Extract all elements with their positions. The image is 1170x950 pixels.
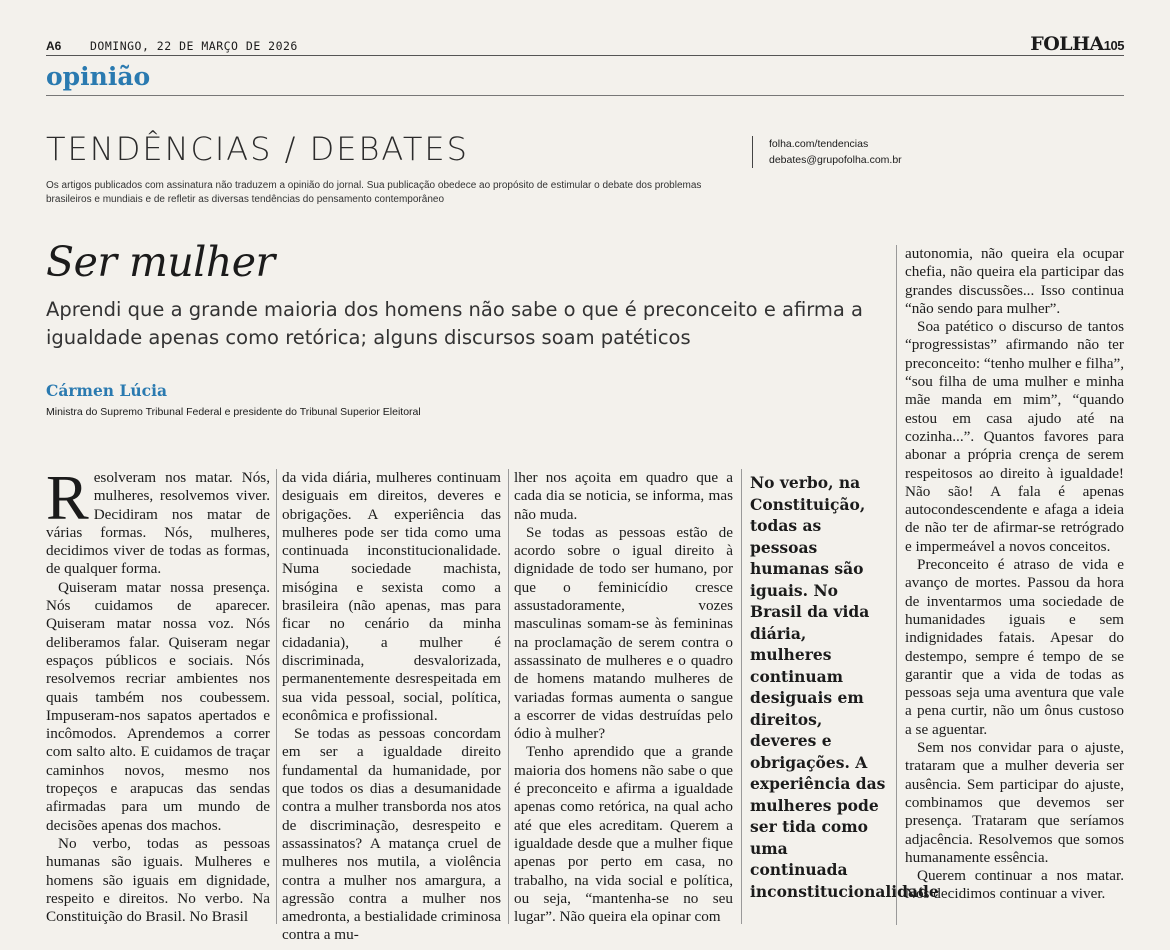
paragraph: Tenho aprendido que a grande maioria dos homens não sabe o que é preconceito e afirma a igualdade apenas como retórica, na qual acho até que eles acreditam. Querem a igualdade desde que a mulher fique apenas por perto em casa, no trabalho, na vida social e política, ou seja, “mantenha-se no seu lugar”. Não queira ela opinar com [514,743,733,926]
page-number: A6 [46,39,62,53]
contact-url: folha.com/tendencias [769,138,869,150]
article-column-5 [905,245,1124,904]
drop-cap: R [46,462,89,533]
paragraph: Se todas as pessoas estão de acordo sobre o igual direito à dignidade de todo ser humano, por que o feminicídio cresce assustadoramente, vozes masculinas somam-se às femininas na proclamação de serem contra o assassinato de mulheres e o quadro de homens matando mulheres de variadas formas aumenta o sangue a escorrer de vidas destruídas pelo ódio à mulher? [514,523,733,743]
issue-date: DOMINGO, 22 DE MARÇO DE 2026 [90,39,298,53]
article-column-1 [46,462,270,926]
author-name: Cármen Lúcia [46,381,168,400]
paragraph: autonomia, não queira ela ocupar chefia, não queira ela participar das grandes discussões... Isso continua “não sendo para mulher”. [905,245,1124,317]
paragraph: Sem nos convidar para o ajuste, trataram que a mulher deveria ser ausência. Sem participar do ajuste, combinamos que devemos ser presença. Trataram que seríamos adjacência. Resolvemos que somos humanamente essência. [905,739,1124,866]
section-rule [46,95,1124,96]
paragraph: Querem continuar a nos matar. Nós decidimos continuar a viver. [905,867,1124,903]
disclaimer: Os artigos publicados com assinatura não traduzem a opinião do jornal. Sua publicação obedece ao propósito de estimular o debate dos problemas brasileiros e mundiais e de refletir as diversas tendências do pensamento contemporâneo [46,180,702,205]
paragraph [46,462,270,579]
section-title: opinião [46,62,151,91]
paragraph: Preconceito é atraso de vida e avanço de mortes. Passou da hora de inventarmos uma sociedade de humanidades iguais e sem indignidades fatais. Apesar do destempo, sempre é tempo de se garantir que a vida de todas as pessoas seja uma aventura que vale a pena curtir, não um ônus custoso a se aguentar. [905,556,1124,738]
author-role: Ministra do Supremo Tribunal Federal e presidente do Tribunal Superior Eleitoral [46,406,421,418]
contact-info [752,136,902,168]
article-column-2 [282,469,501,945]
contact-email: debates@grupofolha.com.br [769,154,902,166]
paragraph-text: esolveram nos matar. Nós, mulheres, resolvemos viver. Decidiram nos matar de várias formas. Nós, mulheres, decidimos viver de todas as formas, de qualquer forma. [46,469,270,578]
article-subtitle: Aprendi que a grande maioria dos homens não sabe o que é preconceito e afirma a igualdade apenas como retórica; alguns discursos soam patéticos [46,298,864,349]
article-title: Ser mulher [46,238,275,286]
paragraph: Se todas as pessoas concordam em ser a igualdade direito fundamental da humanidade, por que todos os dias a desumanidade contra a mulher transborda nos atos de discriminação, desrespeito e assassinatos? A matança cruel de mulheres nos mutila, a violência contra a mulher nos amargura, a agressão contra a mulher nos amedronta, a bestialidade criminosa contra a mu- [282,725,501,944]
column-divider [508,469,509,924]
column-divider [276,469,277,924]
logo-suffix: 105 [1103,38,1124,53]
column-divider [896,245,897,925]
paragraph: da vida diária, mulheres continuam desiguais em direitos, deveres e obrigações. A experiência das mulheres pode ser tida como uma continuada inconstitucionalidade. Numa sociedade machista, misógina e sexista como a brasileira (não apenas, mas para ficar no cenário da minha cidadania), a mulher é discriminada, desvalorizada, permanentemente desrespeitada em sua vida pessoal, social, política, econômica e profissional. [282,469,501,724]
paragraph: Quiseram matar nossa presença. Nós cuidamos de aparecer. Quiseram matar nossa voz. Nós deliberamos falar. Quiseram negar espaços públicos e sociais. Nós resolvemos recriar ambientes nos quais também nos coubessem. Impuseram-nos sapatos apertados e incômodos. Aprendemos a correr com salto alto. E cuidamos de traçar caminhos novos, mesmo nos tropeços e arapucas das sendas afirmadas para um mundo de decisões apenas dos machos. [46,578,270,834]
kicker: TENDÊNCIAS / DEBATES [46,130,469,168]
paragraph: No verbo, todas as pessoas humanas são iguais. Mulheres e homens são iguais em dignidade, respeito e direitos. No verbo. Na Constituição do Brasil. No Brasil [46,834,270,926]
article-column-3 [514,469,733,926]
pull-quote: No verbo, na Constituição, todas as pessoas humanas são iguais. No Brasil da vida diária, mulheres continuam desiguais em direitos, deveres e obrigações. A experiência das mulheres pode ser tida como uma continuada inconstitucionalidade [750,473,939,901]
paragraph: lher nos açoita em quadro que a cada dia se noticia, se informa, mas não muda. [514,469,733,523]
newspaper-logo [1030,33,1124,55]
paragraph: Soa patético o discurso de tantos “progressistas” afirmando não ter preconceito: “tenho mulher e filha”, “sou filha de uma mulher e minha mãe manda em mim”, “quando estou em casa ajudo até na cozinha...”. Quantos favores para abonar a própria crença de serem respeitosos ao direito à igualdade! Não são! A fala é apenas autocondescendente e afaga a ideia de não ter de afirmar-se retrógrado e impermeável a novos conceitos. [905,318,1124,555]
logo-text: FOLHA [1030,33,1104,55]
column-divider [741,469,742,924]
